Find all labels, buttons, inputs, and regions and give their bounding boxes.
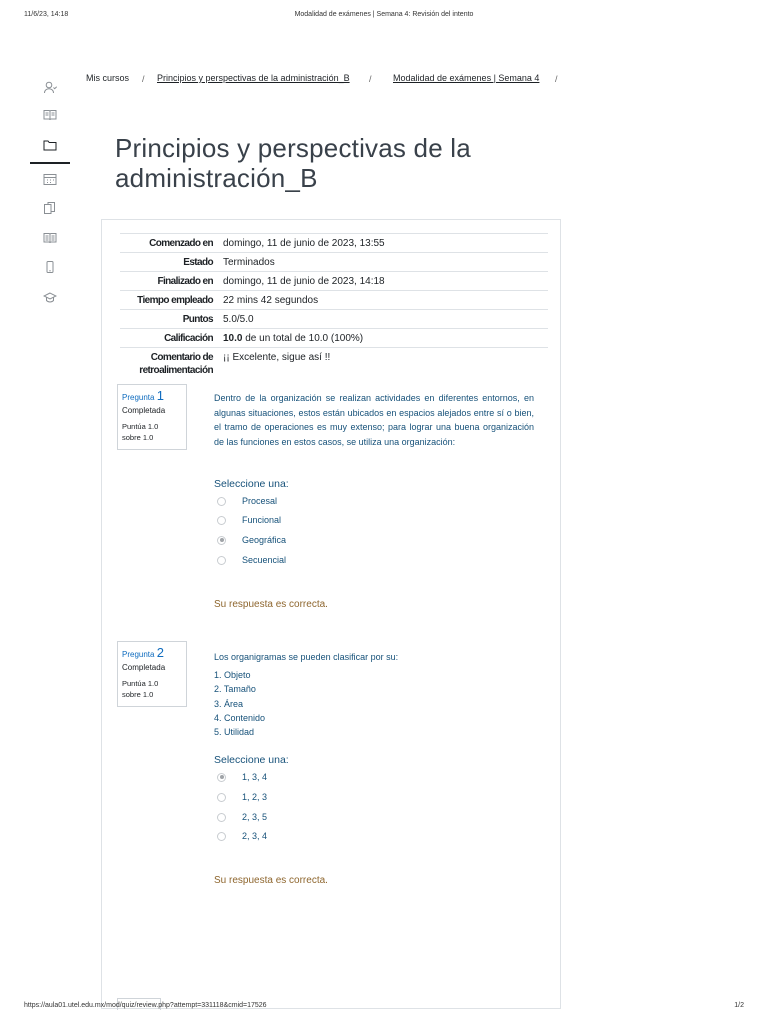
question-info-2 [117,641,187,707]
calendar-icon[interactable] [43,172,57,186]
question-feedback-2: Su respuesta es correcta. [214,875,328,886]
breadcrumb-separator: / [369,74,372,84]
question-text-2: Los organigramas se pueden clasificar por su: [214,652,399,662]
question-state: Completada [122,663,166,672]
answer-option[interactable] [217,829,267,843]
question-number-value: 2 [156,645,164,660]
print-url: https://aula01.utel.edu.mx/mod/quiz/review.php?attempt=331118&cmid=17526 [24,1002,267,1009]
question-label: Pregunta [122,393,155,402]
print-header [0,11,768,23]
radio-button[interactable] [217,793,226,802]
list-item: 2. Tamaño [214,684,256,695]
answer-option-label: Geográfica [242,535,287,545]
select-one-prompt: Seleccione una: [214,478,289,490]
summary-row-marks [120,310,548,329]
answer-option[interactable] [217,790,267,804]
answer-option-selected[interactable] [217,770,267,784]
answer-option-label: Procesal [242,496,278,506]
question-number [122,389,182,405]
list-item: 4. Contenido [214,712,266,723]
summary-row-time-taken [120,291,548,310]
answer-option[interactable] [217,810,267,824]
user-icon[interactable] [43,80,57,94]
grade-total: de un total de 10.0 (100%) [242,333,364,344]
attempt-summary-table [120,233,548,379]
summary-value: 22 mins 42 segundos [223,295,319,306]
answer-option-label: 1, 2, 3 [242,792,268,802]
question-text-1: Dentro de la organización se realizan actividades en diferentes entornos, en algunas situaciones, estos están ubicados en espacios alejados entre sí o bien, el tramo de operaciones es muy extenso; para lograr una buena organización de las funciones en estos casos, se utiliza una organización: [214,393,534,447]
summary-value: 5.0/5.0 [223,314,254,325]
book-icon[interactable] [43,108,57,122]
print-title: Modalidad de exámenes | Semana 4: Revisión del intento [294,11,474,18]
summary-value: domingo, 11 de junio de 2023, 14:18 [223,276,385,287]
summary-row-feedback [120,348,548,379]
breadcrumb-separator: / [142,74,145,84]
summary-label: Puntos [182,314,213,325]
phone-icon[interactable] [43,260,57,274]
question-grade [122,678,182,700]
summary-value [218,329,548,347]
grade-value: 10.0 [223,333,243,344]
radio-button[interactable] [217,813,226,822]
question-grade [122,421,182,443]
graduation-cap-icon[interactable] [43,290,57,304]
question-grade-line1: Puntúa 1.0 [122,679,159,688]
question-number-value: 1 [156,388,164,403]
print-footer [0,1002,768,1014]
summary-value: domingo, 11 de junio de 2023, 13:55 [223,238,385,249]
folder-icon[interactable] [43,138,57,152]
radio-button[interactable] [217,516,226,525]
question-grade-line1: Puntúa 1.0 [122,422,159,431]
summary-value: ¡¡ Excelente, sigue así !! [223,352,331,363]
answer-option[interactable] [217,553,286,567]
summary-label: Calificación [164,333,213,344]
question-info-1 [117,384,187,450]
page-title-line2: administración_B [115,163,318,193]
question-list-2 [214,668,534,739]
list-item: 1. Objeto [214,670,251,680]
answer-option-label: 2, 3, 5 [242,812,268,822]
breadcrumb-quiz[interactable]: Modalidad de exámenes | Semana 4 [393,73,540,83]
summary-row-state [120,253,548,272]
question-state: Completada [122,406,166,415]
answer-option[interactable] [217,513,281,527]
answer-option-label: 2, 3, 4 [242,831,268,841]
summary-row-started [120,234,548,253]
answer-option[interactable] [217,494,277,508]
summary-value: Terminados [223,257,275,268]
radio-button-checked[interactable] [217,773,226,782]
list-item: 5. Utilidad [214,727,255,738]
radio-button[interactable] [217,497,226,506]
copy-icon[interactable] [43,201,57,215]
quiz-review-panel [101,219,561,1009]
breadcrumb-my-courses[interactable]: Mis cursos [86,73,130,83]
question-grade-line2: sobre 1.0 [122,433,154,442]
nav-active-indicator [30,162,70,164]
summary-label: Estado [183,257,213,268]
question-label: Pregunta [122,650,155,659]
question-number [122,646,182,662]
radio-button-checked[interactable] [217,536,226,545]
question-grade-line2: sobre 1.0 [122,690,154,699]
print-page-number: 1/2 [734,1002,744,1009]
breadcrumb-separator: / [555,74,558,84]
print-datetime: 11/6/23, 14:18 [24,11,69,18]
summary-label: Finalizado en [157,276,213,287]
page-title-line1: Principios y perspectivas de la [115,133,471,163]
answer-option-label: 1, 3, 4 [242,772,268,782]
book-open-icon[interactable] [43,231,57,245]
answer-option-label: Funcional [242,515,282,525]
summary-label: Comentario de retroalimentación [139,352,213,376]
radio-button[interactable] [217,832,226,841]
breadcrumb-course[interactable]: Principios y perspectivas de la administración_B [157,73,350,83]
radio-button[interactable] [217,556,226,565]
summary-label: Comenzado en [149,238,213,249]
answer-option-label: Secuencial [242,555,287,565]
page-title [115,133,555,193]
summary-label: Tiempo empleado [137,295,213,306]
summary-row-finished [120,272,548,291]
question-feedback-1: Su respuesta es correcta. [214,599,328,610]
list-item: 3. Área [214,698,244,709]
select-one-prompt: Seleccione una: [214,754,289,766]
answer-option-selected[interactable] [217,533,286,547]
summary-row-grade [120,329,548,348]
